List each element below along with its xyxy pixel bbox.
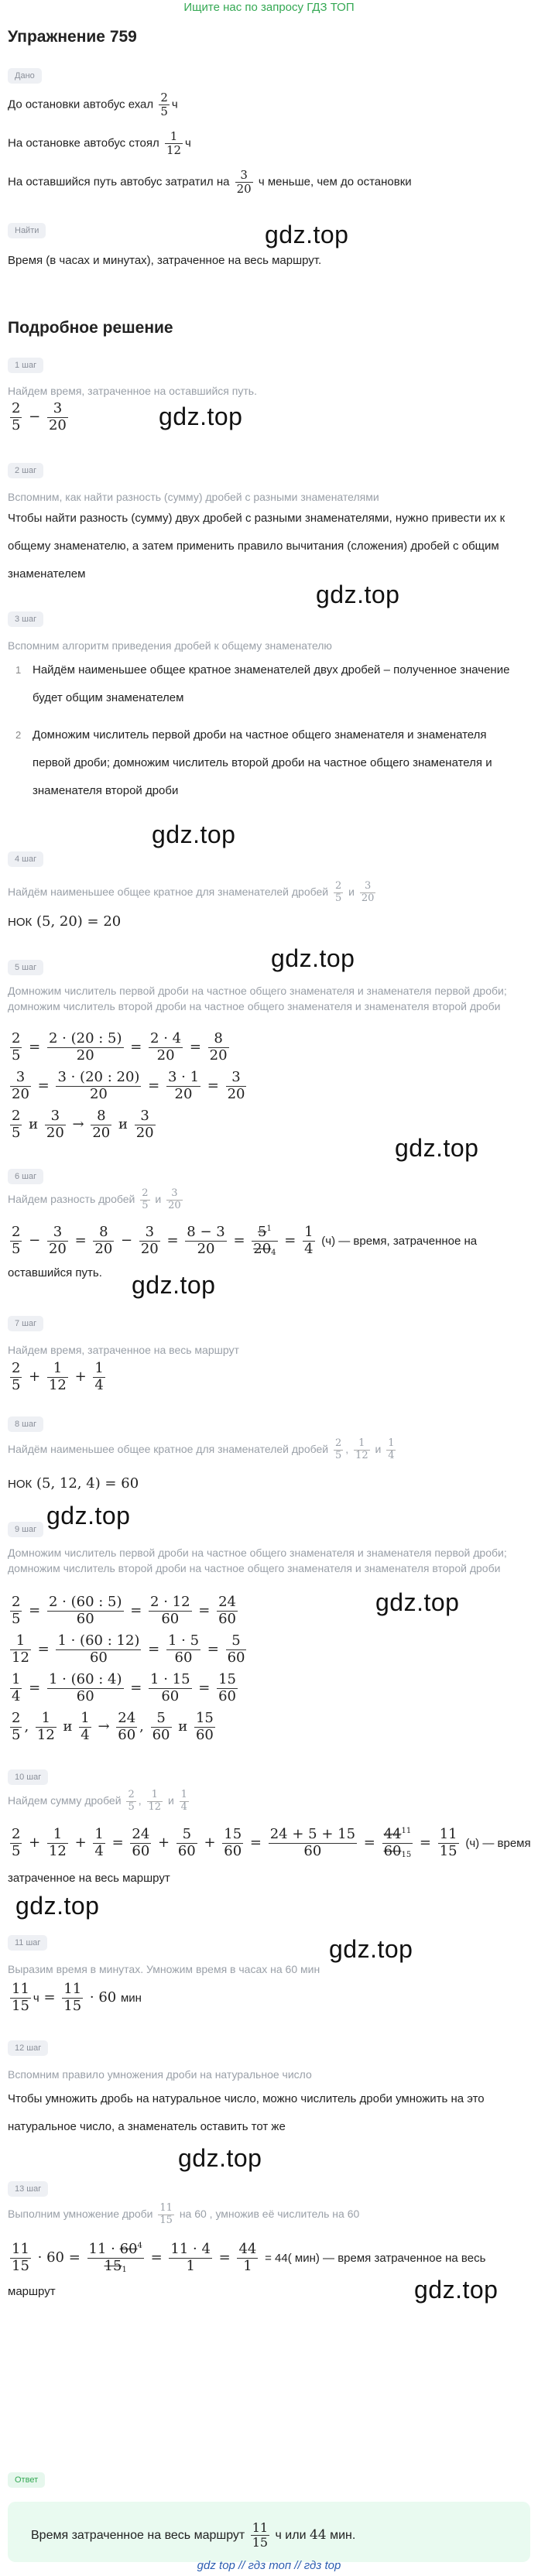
step-5-formula-2: $\frac{3}{20}$ = $\frac{3 \cdot (20 : 20)}{20}$ = $\frac{3 \cdot 1}{20}$ = $\frac{3}{20}$ (12, 1069, 245, 1102)
step-7-formula: $\frac{2}{5}$ + $\frac{1}{12}$ + $\frac{1}{4}$ (12, 1360, 104, 1393)
answer-badge: Ответ (8, 2472, 45, 2488)
page-title: Упражнение 759 (8, 28, 137, 46)
step-1-formula: $\frac{2}{5}$ − $\frac{3}{20}$ (12, 400, 67, 433)
watermark: gdz.top (271, 944, 355, 972)
step-4-lcm: НОК (5, 20) = 20 (8, 913, 122, 930)
given-line-1: До остановки автобус ехал $\frac{2}{5}$ ч (8, 91, 178, 119)
step-4-text: Найдём наименьшее общее кратное для знаменателей дробей $\frac{2}{5}$ и $\frac{3}{20}$ (8, 880, 375, 904)
step-9-text: Домножим числитель первой дроби на частное общего знаменателя и знаменателя первой дроби; домножим числитель второй дроби на частное общего знаменателя и знаменателя второй дроби (8, 1547, 507, 1574)
step-12-text: Чтобы умножить дробь на натуральное число, можно числитель дроби умножить на это натуральное число, а знаменатель оставить тот же (8, 2092, 485, 2133)
step-9-badge: 9 шаг (8, 1522, 43, 1537)
watermark: gdz.top (178, 2144, 262, 2172)
step-11-badge: 11 шаг (8, 1935, 47, 1951)
step-5-formula-1: $\frac{2}{5}$ = $\frac{2 \cdot (20 : 5)}{20}$ = $\frac{2 \cdot 4}{20}$ = $\frac{8}{20}$ (12, 1030, 228, 1064)
step-5-formula-3: $\frac{2}{5}$ и $\frac{3}{20}$ → $\frac{8}{20}$ и $\frac{3}{20}$ (12, 1108, 154, 1141)
footer-links[interactable]: gdz top // гдз топ // гдз top (197, 2559, 341, 2572)
step-1-text: Найдем время, затраченное на оставшийся путь. (8, 385, 257, 397)
watermark: gdz.top (159, 402, 243, 430)
step-8-text: Найдём наименьшее общее кратное для знаменателей дробей $\frac{2}{5}$ , $\frac{1}{12}$ и $\frac{1}{4}$ (8, 1437, 395, 1461)
step-12-badge: 12 шаг (8, 2040, 48, 2056)
step-13-result: маршрут (8, 2285, 56, 2298)
step-7-badge: 7 шаг (8, 1316, 43, 1331)
step-3-item-1: 1 Найдём наименьшее общее кратное знаменателей двух дробей – полученное значение будет общим знаменателем (15, 663, 510, 704)
step-10-formula: $\frac{2}{5}$ + $\frac{1}{12}$ + $\frac{1}{4}$ = $\frac{24}{60}$ + $\frac{5}{60}$ + $\frac{15}{60}$ = $\frac{24 + 5 + 15}{60}$ = $\frac{44^{11}}{6015}$ = $\frac{11}{15}$ (ч) — время (12, 1826, 531, 1859)
watermark: gdz.top (316, 581, 400, 608)
step-11-formula: $\frac{11}{15}$ ч = $\frac{11}{15}$ · 60 мин (12, 1981, 142, 2014)
step-13-badge: 13 шаг (8, 2181, 48, 2197)
step-6-result: оставшийся путь. (8, 1266, 102, 1279)
step-12-hint: Вспомним правило умножения дроби на натуральное число (8, 2068, 312, 2081)
search-hint-banner[interactable]: Ищите нас по запросу ГДЗ ТОП (183, 1, 355, 14)
step-11-text: Выразим время в минутах. Умножим время в часах на 60 мин (8, 1963, 320, 1975)
step-4-badge: 4 шаг (8, 851, 43, 867)
step-3-item-2: 2 Домножим числитель первой дроби на частное общего знаменателя и знаменателя первой дроби; домножим числитель второй дроби на частное общего знаменателя и знаменателя второй дроби (15, 728, 492, 797)
solution-title: Подробное решение (8, 319, 173, 337)
step-3-badge: 3 шаг (8, 611, 43, 627)
find-text: Время (в часах и минутах), затраченное на весь маршрут. (8, 254, 322, 267)
given-badge: Дано (8, 68, 42, 84)
answer-box: Время затраченное на весь маршрут $\frac{11}{15}$ ч или 44 мин. (8, 2502, 530, 2562)
step-6-badge: 6 шаг (8, 1169, 43, 1184)
step-10-text: Найдем сумму дробей $\frac{2}{5}$ , $\frac{1}{12}$ и $\frac{1}{4}$ (8, 1789, 187, 1813)
watermark: gdz.top (375, 1588, 460, 1616)
step-6-text: Найдем разность дробей $\frac{2}{5}$ и $\frac{3}{20}$ (8, 1187, 181, 1211)
step-7-text: Найдем время, затраченное на весь маршрут (8, 1344, 239, 1356)
find-badge: Найти (8, 223, 46, 238)
watermark: gdz.top (132, 1271, 216, 1299)
step-3-hint: Вспомним алгоритм приведения дробей к общему знаменателю (8, 639, 332, 652)
watermark: gdz.top (395, 1134, 479, 1162)
step-1-badge: 1 шаг (8, 358, 43, 373)
step-10-result: затраченное на весь маршрут (8, 1872, 170, 1885)
step-8-lcm: НОК (5, 12, 4) = 60 (8, 1475, 139, 1492)
step-5-badge: 5 шаг (8, 960, 43, 975)
watermark: gdz.top (46, 1502, 131, 1530)
step-9-formula-3: $\frac{1}{4}$ = $\frac{1 \cdot (60 : 4)}{60}$ = $\frac{1 \cdot 15}{60}$ = $\frac{15}{60}$ (12, 1671, 237, 1704)
watermark: gdz.top (329, 1935, 413, 1963)
step-2-badge: 2 шаг (8, 463, 43, 478)
watermark: gdz.top (265, 221, 349, 248)
step-2-text: Чтобы найти разность (сумму) двух дробей с разными знаменателями, нужно привести их к общему знаменателю, а затем применить правило вычитания (сложения) дробей с общим знаменателем (8, 512, 505, 581)
step-8-badge: 8 шаг (8, 1416, 43, 1432)
watermark: gdz.top (15, 1892, 100, 1920)
step-9-formula-1: $\frac{2}{5}$ = $\frac{2 \cdot (60 : 5)}{60}$ = $\frac{2 \cdot 12}{60}$ = $\frac{24}{60}$ (12, 1594, 237, 1627)
step-2-hint: Вспомним, как найти разность (сумму) дробей с разными знаменателями (8, 491, 379, 503)
watermark: gdz.top (414, 2276, 499, 2304)
step-6-formula: $\frac{2}{5}$ − $\frac{3}{20}$ = $\frac{8}{20}$ − $\frac{3}{20}$ = $\frac{8 - 3}{20}$ = $\frac{5^1}{204}$ = $\frac{1}{4}$ (ч) — время, затраченное на (12, 1224, 478, 1257)
step-9-formula-2: $\frac{1}{12}$ = $\frac{1 \cdot (60 : 12)}{60}$ = $\frac{1 \cdot 5}{60}$ = $\frac{5}{60}$ (12, 1632, 245, 1666)
step-13-formula: $\frac{11}{15}$ · 60 = $\frac{11 \cdot 60^4}{151}$ = $\frac{11 \cdot 4}{1}$ = $\frac{44}{1}$ = 44( мин) — время затраченное на весь (12, 2241, 486, 2274)
step-5-text: Домножим числитель первой дроби на частное общего знаменателя и знаменателя первой дроби; домножим числитель второй дроби на частное общего знаменателя и знаменателя второй дроби (8, 985, 507, 1012)
given-line-3: На оставшийся путь автобус затратил на $\frac{3}{20}$ ч меньше, чем до остановки (8, 168, 412, 197)
given-line-2: На остановке автобус стоял $\frac{1}{12}$ ч (8, 129, 191, 158)
step-10-badge: 10 шаг (8, 1769, 48, 1785)
step-13-text: Выполним умножение дроби $\frac{11}{15}$ на 60 , умножив её числитель на 60 (8, 2202, 360, 2226)
watermark: gdz.top (152, 820, 236, 848)
step-9-formula-4: $\frac{2}{5}$ , $\frac{1}{12}$ и $\frac{1}{4}$ → $\frac{24}{60}$ , $\frac{5}{60}$ и $\frac{15}{60}$ (12, 1710, 214, 1743)
